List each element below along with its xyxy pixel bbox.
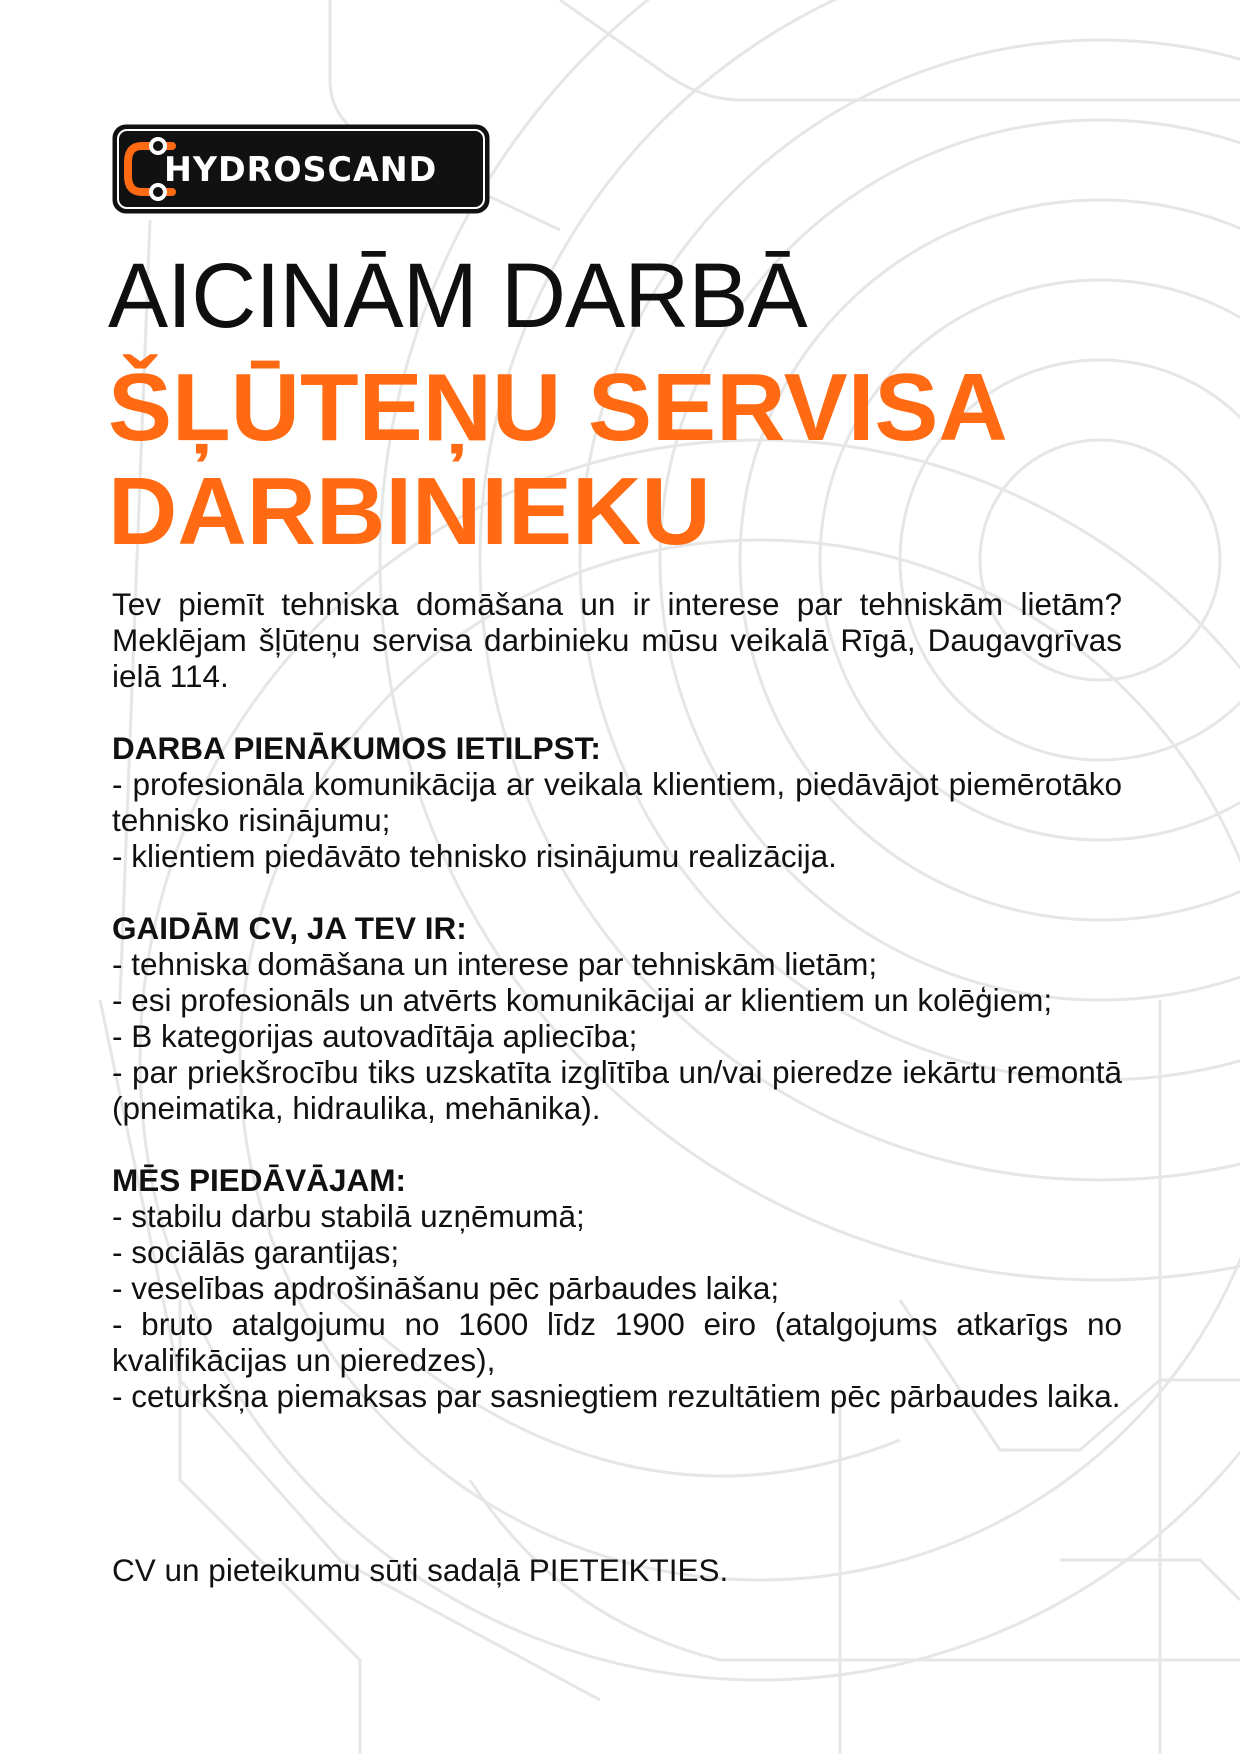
- requirements-list: [112, 946, 1122, 1126]
- list-item: - ceturkšņa piemaksas par sasniegtiem rezultātiem pēc pārbaudes laika.: [112, 1378, 1121, 1414]
- list-item: - sociālās garantijas;: [112, 1234, 400, 1270]
- list-item: - bruto atalgojumu no 1600 līdz 1900 eiro (atalgojums atkarīgs no kvalifikācijas un pieredzes),: [112, 1306, 1122, 1378]
- hydroscand-logo: [112, 124, 490, 214]
- section-offer: [112, 1162, 1122, 1414]
- list-item: - esi profesionāls un atvērts komunikācijai ar klientiem un kolēģiem;: [112, 982, 1053, 1018]
- section-title: GAIDĀM CV, JA TEV IR:: [112, 910, 467, 946]
- list-item: - par priekšrocību tiks uzskatīta izglītība un/vai pieredze iekārtu remontā (pneimatika, hidraulika, mehānika).: [112, 1054, 1122, 1126]
- list-item: - B kategorijas autovadītāja apliecība;: [112, 1018, 638, 1054]
- position-title: ŠĻŪTEŅU SERVISA DARBINIEKU: [108, 354, 1005, 565]
- section-title: DARBA PIENĀKUMOS IETILPST:: [112, 730, 601, 766]
- ad-body: [112, 586, 1122, 1414]
- section-title: MĒS PIEDĀVĀJAM:: [112, 1162, 407, 1198]
- list-item: - veselības apdrošināšanu pēc pārbaudes laika;: [112, 1270, 780, 1306]
- list-item: - stabilu darbu stabilā uzņēmumā;: [112, 1198, 585, 1234]
- list-item: - klientiem piedāvāto tehnisko risinājumu realizācija.: [112, 838, 837, 874]
- section-duties: [112, 730, 1122, 874]
- intro-paragraph: Tev piemīt tehniska domāšana un ir interese par tehniskām lietām? Meklējam šļūteņu servisa darbinieku mūsu veikalā Rīgā, Daugavgrīvas ielā 114.: [112, 586, 1122, 694]
- list-item: - tehniska domāšana un interese par tehniskām lietām;: [112, 946, 878, 982]
- headline: AICINĀM DARBĀ: [108, 245, 807, 347]
- logo-wordmark: HYDROSCAND: [164, 150, 438, 190]
- offer-list: [112, 1198, 1122, 1414]
- list-item: - profesionāla komunikācija ar veikala klientiem, piedāvājot piemērotāko tehnisko risinājumu;: [112, 766, 1122, 838]
- apply-instructions: CV un pieteikumu sūti sadaļā PIETEIKTIES.: [112, 1552, 729, 1588]
- duties-list: [112, 766, 1122, 874]
- section-requirements: [112, 910, 1122, 1126]
